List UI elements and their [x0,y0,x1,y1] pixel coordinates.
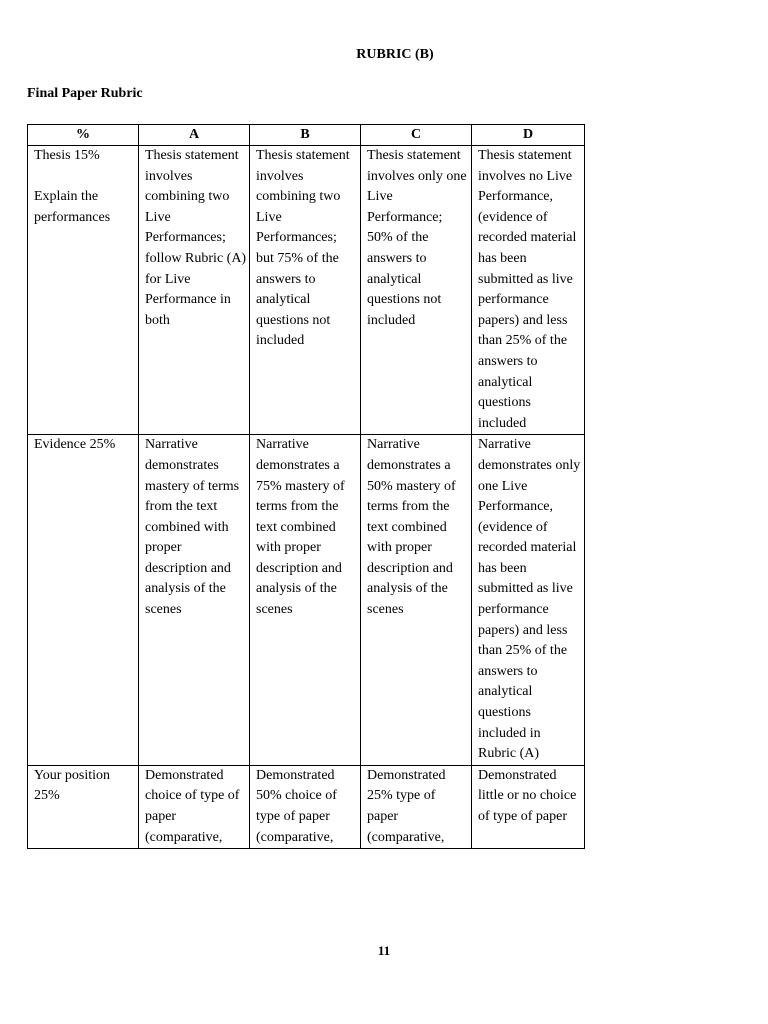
grade-c-text: Thesis statement involves only one Live Performance; 50% of the answers to analytical questions not included [367,148,467,328]
criterion-cell [28,435,139,766]
rubric-table [27,124,585,849]
header-grade-a: A [139,125,250,146]
header-row [28,125,585,146]
criterion-text: Thesis 15% Explain the performances [34,148,111,225]
criterion-text: Your position 25% [34,767,110,804]
grade-c-cell [361,146,472,435]
header-grade-d: D [472,125,585,146]
grade-a-cell [139,765,250,848]
grade-d-text: Demonstrated little or no choice of type of paper [478,767,577,824]
grade-c-cell [361,765,472,848]
page-title: RUBRIC (B) [356,47,434,62]
grade-a-cell [139,146,250,435]
grade-a-cell [139,435,250,766]
grade-d-text: Narrative demonstrates only one Live Performance, (evidence of recorded material has been submitted as live performance papers) and less than 25% of the answers to analytical questions included in Rubric (A) [478,437,581,762]
table-row-evidence [28,435,585,766]
grade-b-text: Demonstrated 50% choice of type of paper (comparative, [256,767,337,845]
criterion-cell [28,146,139,435]
header-grade-c: C [361,125,472,146]
grade-b-cell [250,435,361,766]
grade-d-cell [472,146,585,435]
grade-d-cell [472,765,585,848]
grade-b-text: Thesis statement involves combining two Live Performances; but 75% of the answers to analytical questions not included [256,148,350,349]
grade-d-cell [472,435,585,766]
grade-b-cell [250,146,361,435]
grade-a-text: Demonstrated choice of type of paper (comparative, [145,767,240,845]
grade-b-cell [250,765,361,848]
criterion-cell [28,765,139,848]
table-row-position [28,765,585,848]
grade-c-cell [361,435,472,766]
grade-c-text: Narrative demonstrates a 50% mastery of terms from the text combined with proper description and analysis of the scenes [367,437,456,618]
grade-a-text: Thesis statement involves combining two Live Performances; follow Rubric (A) for Live Performance in both [145,148,247,328]
table-row-thesis [28,146,585,435]
rubric-heading: Final Paper Rubric [27,86,143,101]
header-percent: % [28,125,139,146]
grade-c-text: Demonstrated 25% type of paper (comparative, [367,767,446,845]
page-number: 11 [377,943,391,958]
grade-a-text: Narrative demonstrates mastery of terms from the text combined with proper description and analysis of the scenes [145,437,240,618]
criterion-text: Evidence 25% [34,437,116,453]
header-grade-b: B [250,125,361,146]
grade-b-text: Narrative demonstrates a 75% mastery of terms from the text combined with proper description and analysis of the scenes [256,437,345,618]
grade-d-text: Thesis statement involves no Live Performance, (evidence of recorded material has been submitted as live performance papers) and less than 25% of the answers to analytical questions included [478,148,577,431]
